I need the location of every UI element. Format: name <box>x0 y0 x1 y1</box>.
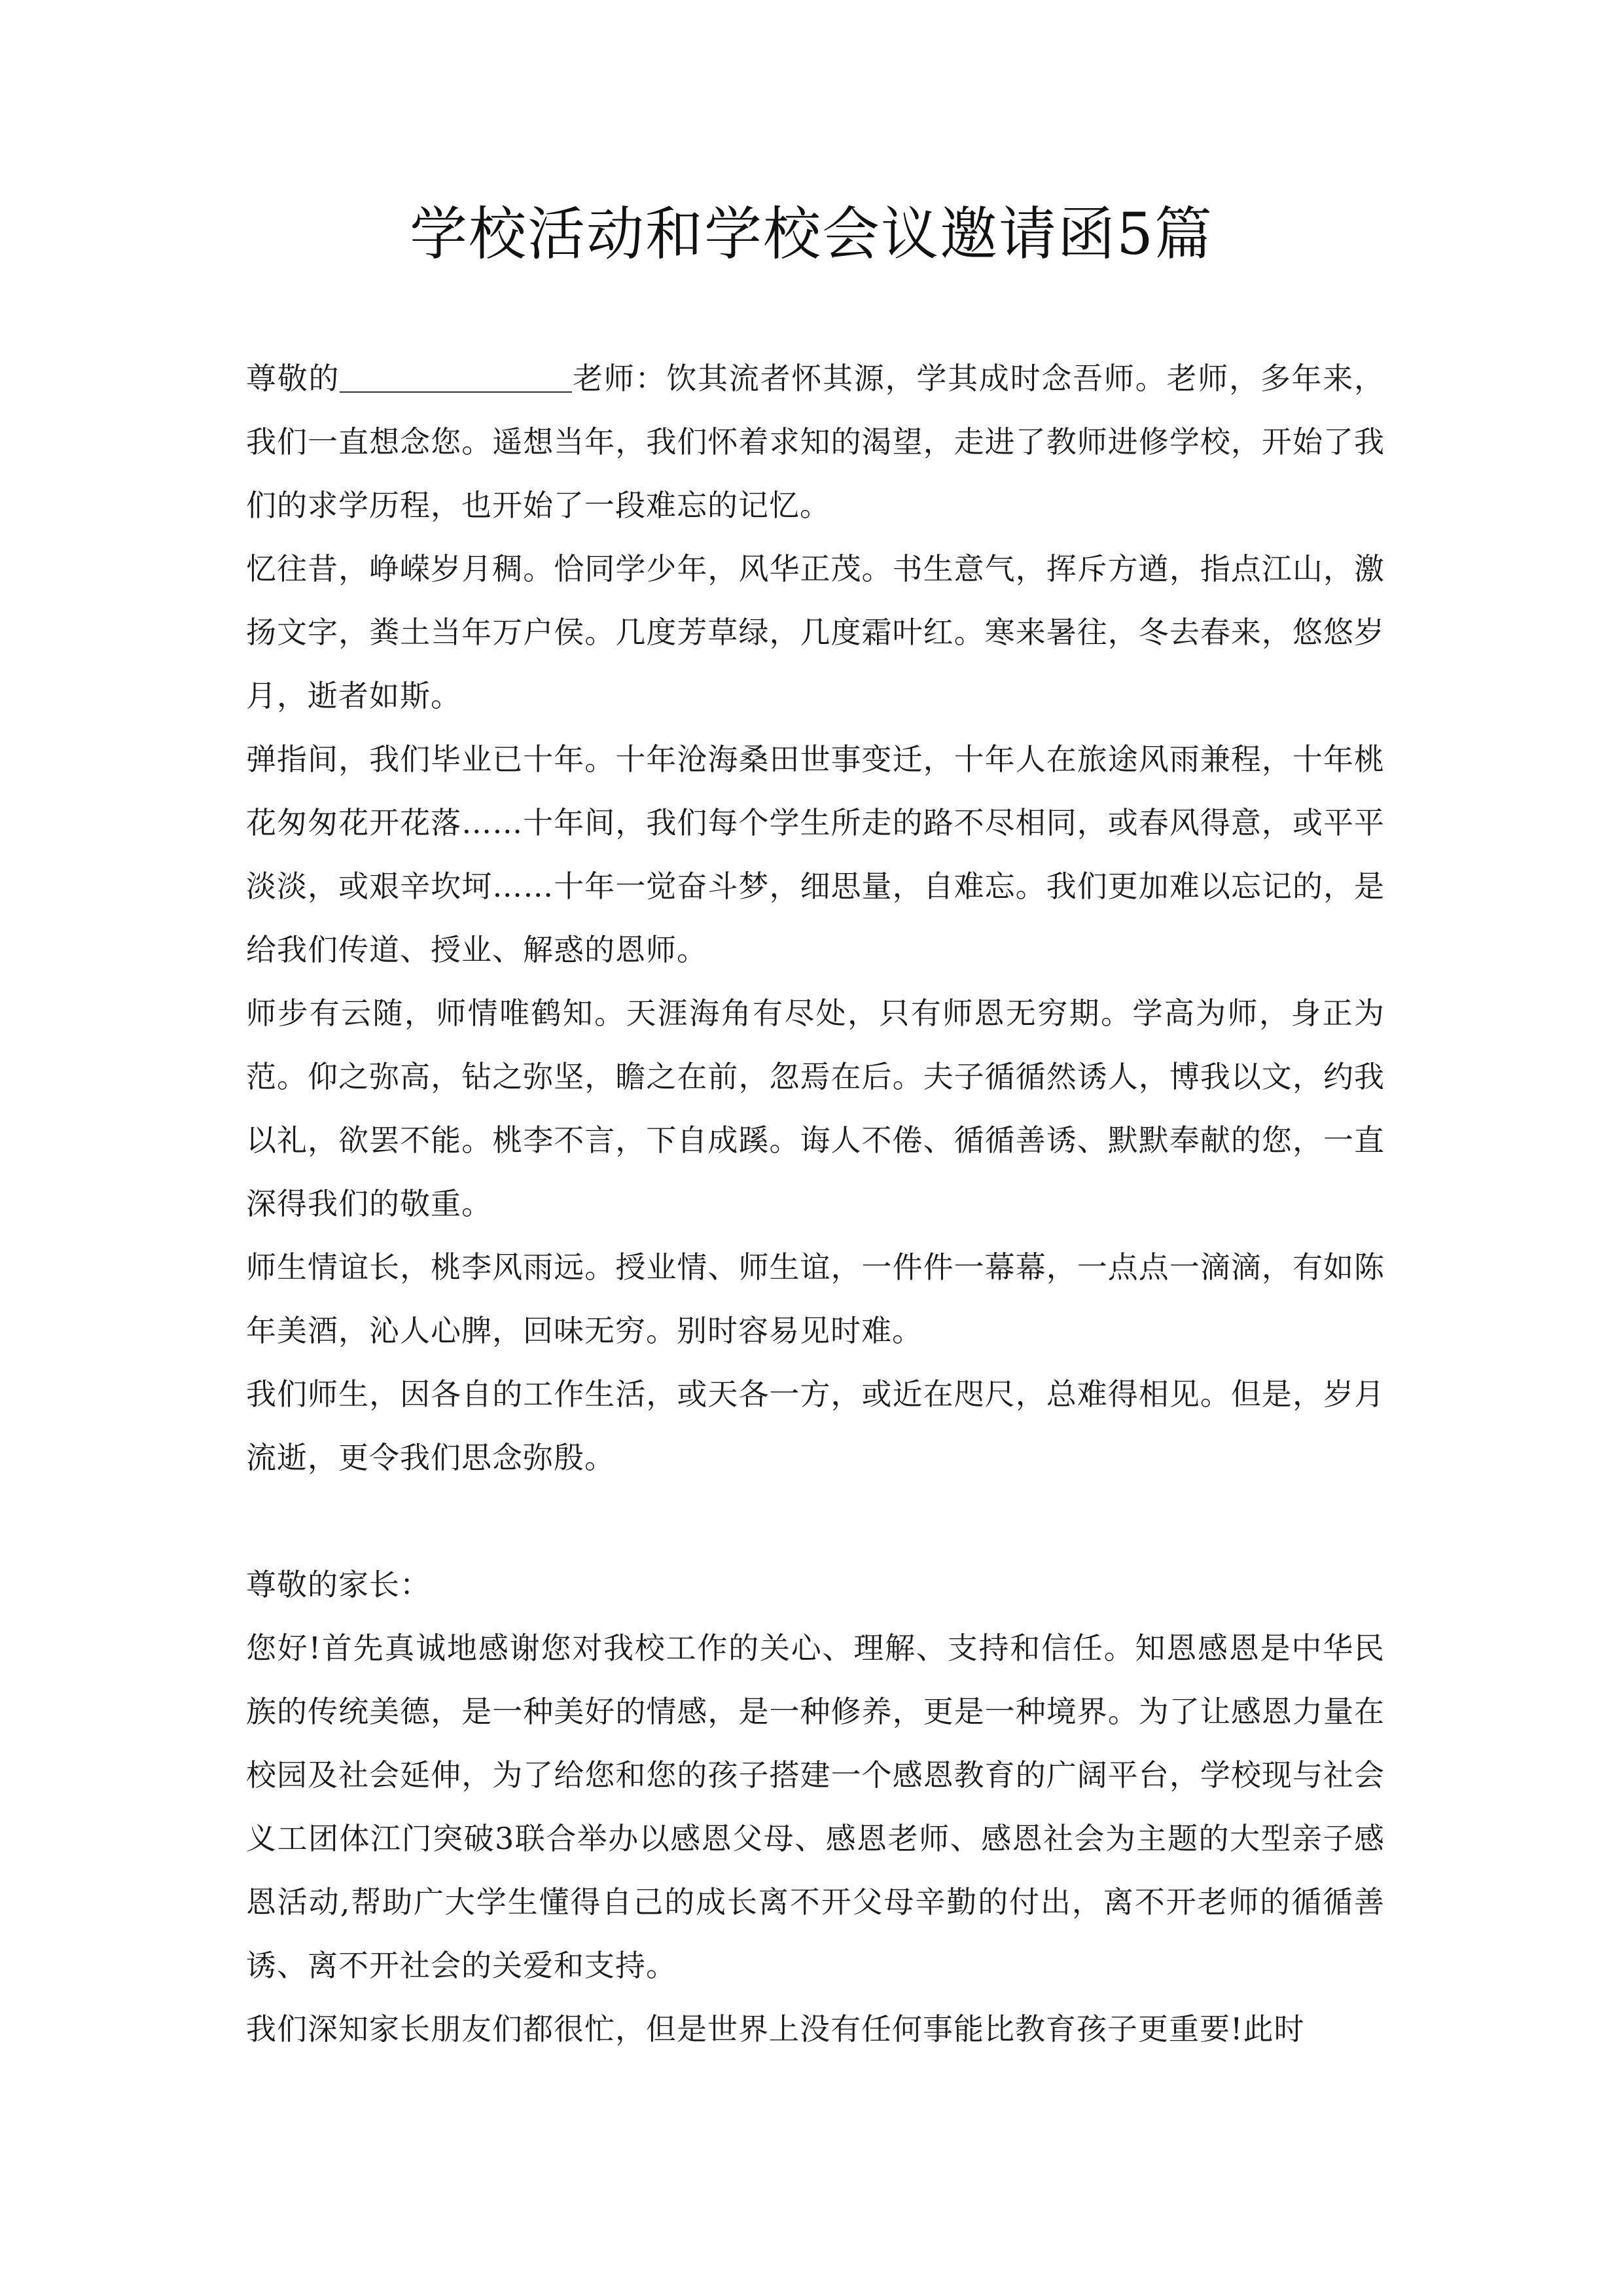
letter2-salutation: 尊敬的家长： <box>246 1567 431 1602</box>
letter1-paragraph: 师步有云随，师情唯鹤知。天涯海角有尽处，只有师恩无穷期。学高为师，身正为范。仰之弥高，钻之弥坚，瞻之在前，忽焉在后。夫子循循然诱人，博我以文，约我以礼，欲罢不能。桃李不言，下自成蹊。诲人不倦、循循善诱、默默奉献的您，一直深得我们的敬重。 <box>246 996 1385 1221</box>
letter1-paragraph: 师生情谊长，桃李风雨远。授业情、师生谊，一件件一幕幕，一点点一滴滴，有如陈年美酒，沁人心脾，回味无穷。别时容易见时难。 <box>246 1249 1385 1348</box>
letter2-paragraph: 我们深知家长朋友们都很忙，但是世界上没有任何事能比教育孩子更重要!此时 <box>246 2011 1305 2047</box>
name-blank-line <box>340 361 572 393</box>
salutation-suffix: 老师：饮其流者怀其源，学其成时念吾师。老师，多年来，我们一直想念您。遥想当年，我们怀着求知的渴望，走进了教师进修学校，开始了我们的求学历程，也开始了一段难忘的记忆。 <box>246 361 1385 523</box>
letter1-salutation-paragraph <box>246 347 1385 537</box>
salutation-prefix: 尊敬的 <box>246 361 340 396</box>
letter2-paragraph: 您好!首先真诚地感谢您对我校工作的关心、理解、支持和信任。知恩感恩是中华民族的传统美德，是一种美好的情感，是一种修养，更是一种境界。为了让感恩力量在校园及社会延伸，为了给您和您的孩子搭建一个感恩教育的广阔平台，学校现与社会义工团体江门突破3联合举办以感恩父母、感恩老师、感恩社会为主题的大型亲子感恩活动,帮助广大学生懂得自己的成长离不开父母辛勤的付出，离不开老师的循循善诱、离不开社会的关爱和支持。 <box>246 1630 1385 1983</box>
letter1-paragraph: 弹指间，我们毕业已十年。十年沧海桑田世事变迁，十年人在旅途风雨兼程，十年桃花匆匆花开花落……十年间，我们每个学生所走的路不尽相同，或春风得意，或平平淡淡，或艰辛坎坷……十年一觉奋斗梦，细思量，自难忘。我们更加难以忘记的，是给我们传道、授业、解惑的恩师。 <box>246 742 1385 967</box>
document-body <box>246 347 1385 2061</box>
letter1-paragraph: 忆往昔，峥嵘岁月稠。恰同学少年，风华正茂。书生意气，挥斥方遒，指点江山，激扬文字，粪土当年万户侯。几度芳草绿，几度霜叶红。寒来暑往，冬去春来，悠悠岁月，逝者如斯。 <box>246 551 1385 713</box>
document-title: 学校活动和学校会议邀请函5篇 <box>410 200 1213 268</box>
section-spacer <box>246 1490 1385 1553</box>
letter1-paragraph: 我们师生，因各自的工作生活，或天各一方，或近在咫尺，总难得相见。但是，岁月流逝，更令我们思念弥殷。 <box>246 1376 1385 1475</box>
